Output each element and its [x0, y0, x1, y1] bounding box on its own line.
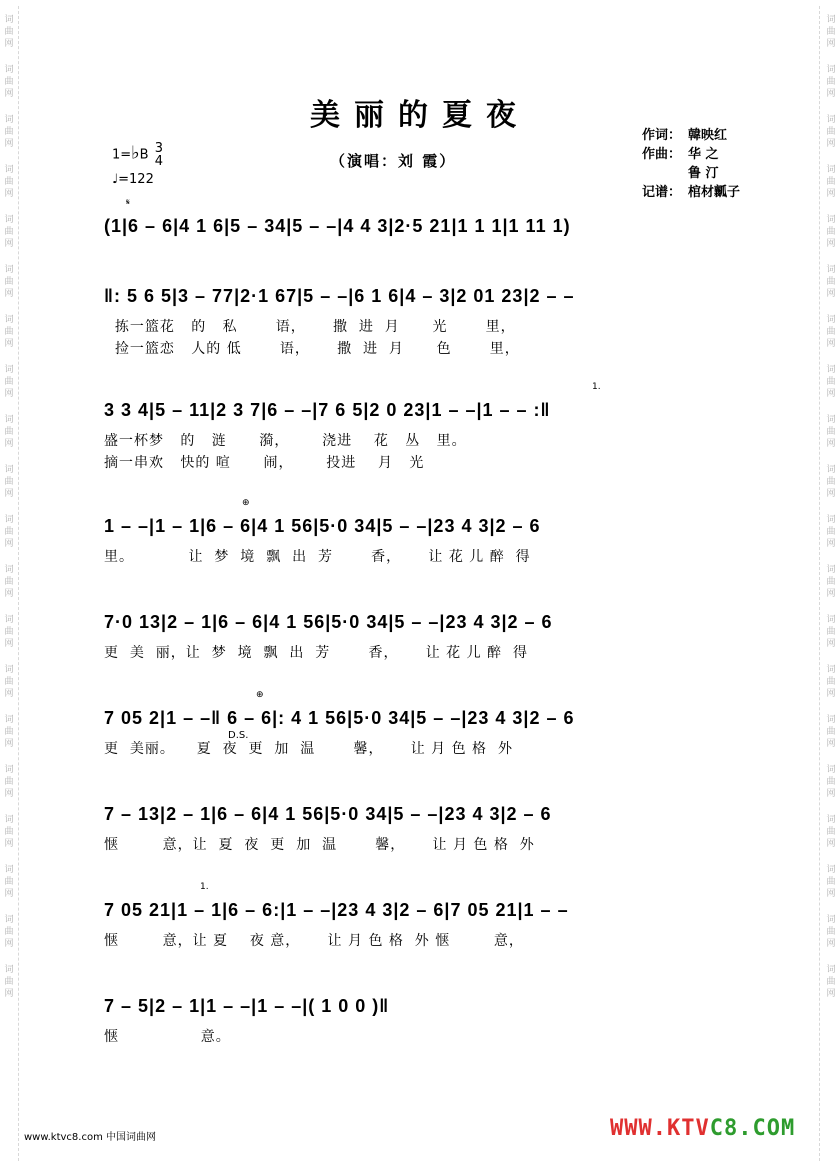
lyricist: 韓映红 — [688, 128, 728, 143]
coda-icon: ⊕ — [242, 498, 250, 508]
key-signature — [112, 142, 163, 168]
song-title: 美丽的夏夜 — [310, 98, 530, 133]
notation-line: (1|6 – 6|4 1 6|5 – 34|5 – –|4 4 3|2·5 21|1 1 1|1 11 1) — [104, 216, 571, 236]
segno-icon: 𝄋 — [126, 198, 130, 208]
transcriber: 棺材瓤子 — [688, 185, 741, 200]
notation-line: 1 – –|1 – 1|6 – 6|4 1 56|5·0 34|5 – –|23 4 3|2 – 6 — [104, 516, 541, 536]
time-sig-top: 3 — [154, 141, 164, 156]
volta-1-label: 1. — [200, 882, 209, 892]
lyric-line-1: 更 美丽。 夏 夜 更 加 温 馨， 让 月 色 格 外 — [104, 741, 513, 757]
footer-logo-part-a: WWW.KTV — [610, 1116, 710, 1141]
lyric-line-1: 盛一杯梦 的 涟 漪， 浇进 花 丛 里。 — [104, 433, 467, 449]
ds-marking: D.S. — [228, 730, 249, 741]
notation-line: 7 05 21|1 – 1|6 – 6:|1 – –|23 4 3|2 – 6|7 05 21|1 – – — [104, 900, 569, 920]
lyric-line-1: 里。 让 梦 境 飘 出 芳 香， 让 花 儿 醉 得 — [104, 549, 531, 565]
flat-icon: ♭ — [131, 142, 140, 164]
notation-line: 7 – 13|2 – 1|6 – 6|4 1 56|5·0 34|5 – –|23 4 3|2 – 6 — [104, 804, 552, 824]
lyric-line-1: 更 美 丽，让 梦 境 飘 出 芳 香， 让 花 儿 醉 得 — [104, 645, 528, 661]
lyric-line-1: 惬 意，让 夏 夜 更 加 温 馨， 让 月 色 格 外 — [104, 837, 535, 853]
composer-label: 作曲： — [642, 147, 682, 162]
composer-1: 华 之 — [688, 147, 719, 162]
credits — [642, 126, 798, 202]
notation-line: 3 3 4|5 – 11|2 3 7|6 – –|7 6 5|2 0 23|1 – –|1 – – :‖ — [104, 400, 551, 420]
composer-2: 鲁 汀 — [688, 166, 719, 181]
notation-line: 7 – 5|2 – 1|1 – –|1 – –|( 1 0 0 )‖ — [104, 996, 390, 1016]
notation-line: 7·0 13|2 – 1|6 – 6|4 1 56|5·0 34|5 – –|23 4 3|2 – 6 — [104, 612, 553, 632]
key-prefix: 1= — [112, 147, 132, 163]
key-note: B — [139, 147, 149, 163]
notation-line: ‖: 5 6 5|3 – 77|2·1 67|5 – –|6 1 6|4 – 3|2 01 23|2 – – — [104, 286, 575, 306]
lyricist-label: 作词： — [642, 128, 682, 143]
lyric-line-1: 惬 意，让 夏 夜 意， 让 月 色 格 外 惬 意， — [104, 933, 524, 949]
notation-line: 7 05 2|1 – –‖ 6 – 6|: 4 1 56|5·0 34|5 – –|23 4 3|2 – 6 — [104, 708, 575, 728]
time-sig-bottom: 4 — [154, 154, 164, 169]
lyric-line-2: 摘一串欢 快的 喧 闹， 投进 月 光 — [104, 455, 425, 471]
lyric-line-1: 拣一篮花 的 私 语， 撒 进 月 光 里， — [104, 319, 516, 335]
watermark-left: 词曲网 词曲网 词曲网 词曲网 词曲网 词曲网 词曲网 词曲网 词曲网 词曲网 词曲网 词曲网 词曲网 词曲网 词曲网 词曲网 词曲网 词曲网 词曲网 词曲网 — [4, 15, 14, 999]
lyric-line-1: 惬 意。 — [104, 1029, 231, 1045]
time-signature — [155, 142, 163, 168]
singer-line: （演唱：刘 霞） — [330, 152, 457, 170]
coda-icon: ⊕ — [256, 690, 264, 700]
footer-logo — [610, 1116, 795, 1141]
tempo-marking: ♩=122 — [112, 172, 154, 187]
volta-1-label: 1. — [592, 382, 601, 392]
watermark-right: 词曲网 词曲网 词曲网 词曲网 词曲网 词曲网 词曲网 词曲网 词曲网 词曲网 词曲网 词曲网 词曲网 词曲网 词曲网 词曲网 词曲网 词曲网 词曲网 词曲网 — [826, 15, 836, 999]
lyric-line-2: 捡一篮恋 人的 低 语， 撒 进 月 色 里， — [104, 341, 520, 357]
transcriber-label: 记谱： — [642, 185, 682, 200]
footer-site: www.ktvc8.com 中国词曲网 — [24, 1132, 157, 1143]
footer-logo-part-b: C8.COM — [709, 1116, 796, 1141]
